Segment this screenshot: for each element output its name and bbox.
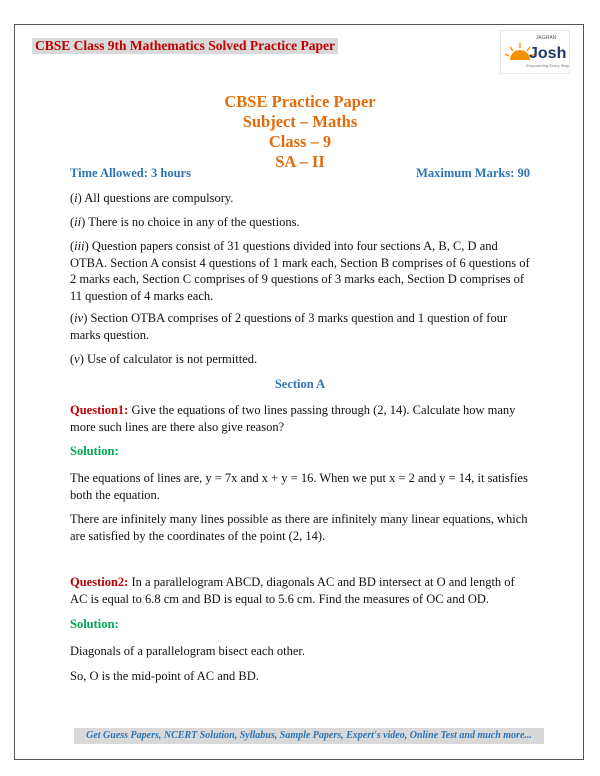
question-2-label: Question2: — [70, 575, 129, 589]
solution-1-paragraph-2: There are infinitely many lines possible as there are infinitely many linear equations, which are satisfied by the coordinates of the point (2, 14). — [70, 512, 528, 543]
section-a-heading: Section A — [274, 377, 326, 391]
jagran-josh-logo — [500, 30, 570, 74]
logo-word: Josh — [529, 45, 567, 62]
time-allowed: Time Allowed: 3 hours — [70, 166, 191, 180]
solution-1-label: Solution: — [70, 444, 119, 458]
heading-line-1: CBSE Practice Paper — [224, 92, 376, 111]
maximum-marks: Maximum Marks: 90 — [416, 166, 530, 180]
heading-line-2: Subject – Maths — [242, 112, 358, 131]
instruction-iii: (iii) Question papers consist of 31 questions divided into four sections A, B, C, D and OTBA. Section A consist 4 questions of 1 mark each, Section B comprises of 6 questions of 2 marks each, Section C comprises of 9 questions of 3 marks each, Section D comprises of 11 question of 4 marks each. — [70, 239, 530, 303]
solution-1-paragraph-1: The equations of lines are, y = 7x and x + y = 16. When we put x = 2 and y = 14, it satisfies both the equation. — [70, 471, 528, 502]
paper-heading — [0, 92, 600, 172]
logo-tagline: Empowering Every Step — [526, 63, 569, 68]
instruction-ii: (ii) There is no choice in any of the questions. — [70, 215, 300, 229]
question-2: Question2: In a parallelogram ABCD, diagonals AC and BD intersect at O and length of AC is equal to 6.8 cm and BD is equal to 5.6 cm. Find the measures of OC and OD. — [70, 575, 515, 606]
question-1-label: Question1: — [70, 403, 129, 417]
solution-2-paragraph-2: So, O is the mid-point of AC and BD. — [70, 669, 259, 683]
instruction-iv: (iv) Section OTBA comprises of 2 questions of 3 marks question and 1 question of four marks question. — [70, 311, 508, 342]
heading-line-4: SA – II — [275, 152, 325, 171]
document-title: CBSE Class 9th Mathematics Solved Practice Paper — [32, 38, 338, 54]
heading-line-3: Class – 9 — [268, 132, 332, 151]
footer-banner[interactable]: Get Guess Papers, NCERT Solution, Syllabus, Sample Papers, Expert's video, Online Test and much more... — [74, 728, 544, 744]
solution-2-paragraph-1: Diagonals of a parallelogram bisect each other. — [70, 644, 305, 658]
question-1: Question1: Give the equations of two lines passing through (2, 14). Calculate how many more such lines are there also give reason? — [70, 403, 516, 434]
exam-meta — [70, 166, 530, 181]
solution-2-label: Solution: — [70, 617, 119, 631]
logo-top-text: JAGRAN — [536, 35, 557, 41]
instruction-v: (v) Use of calculator is not permitted. — [70, 352, 258, 366]
instruction-i: (i) All questions are compulsory. — [70, 191, 234, 205]
